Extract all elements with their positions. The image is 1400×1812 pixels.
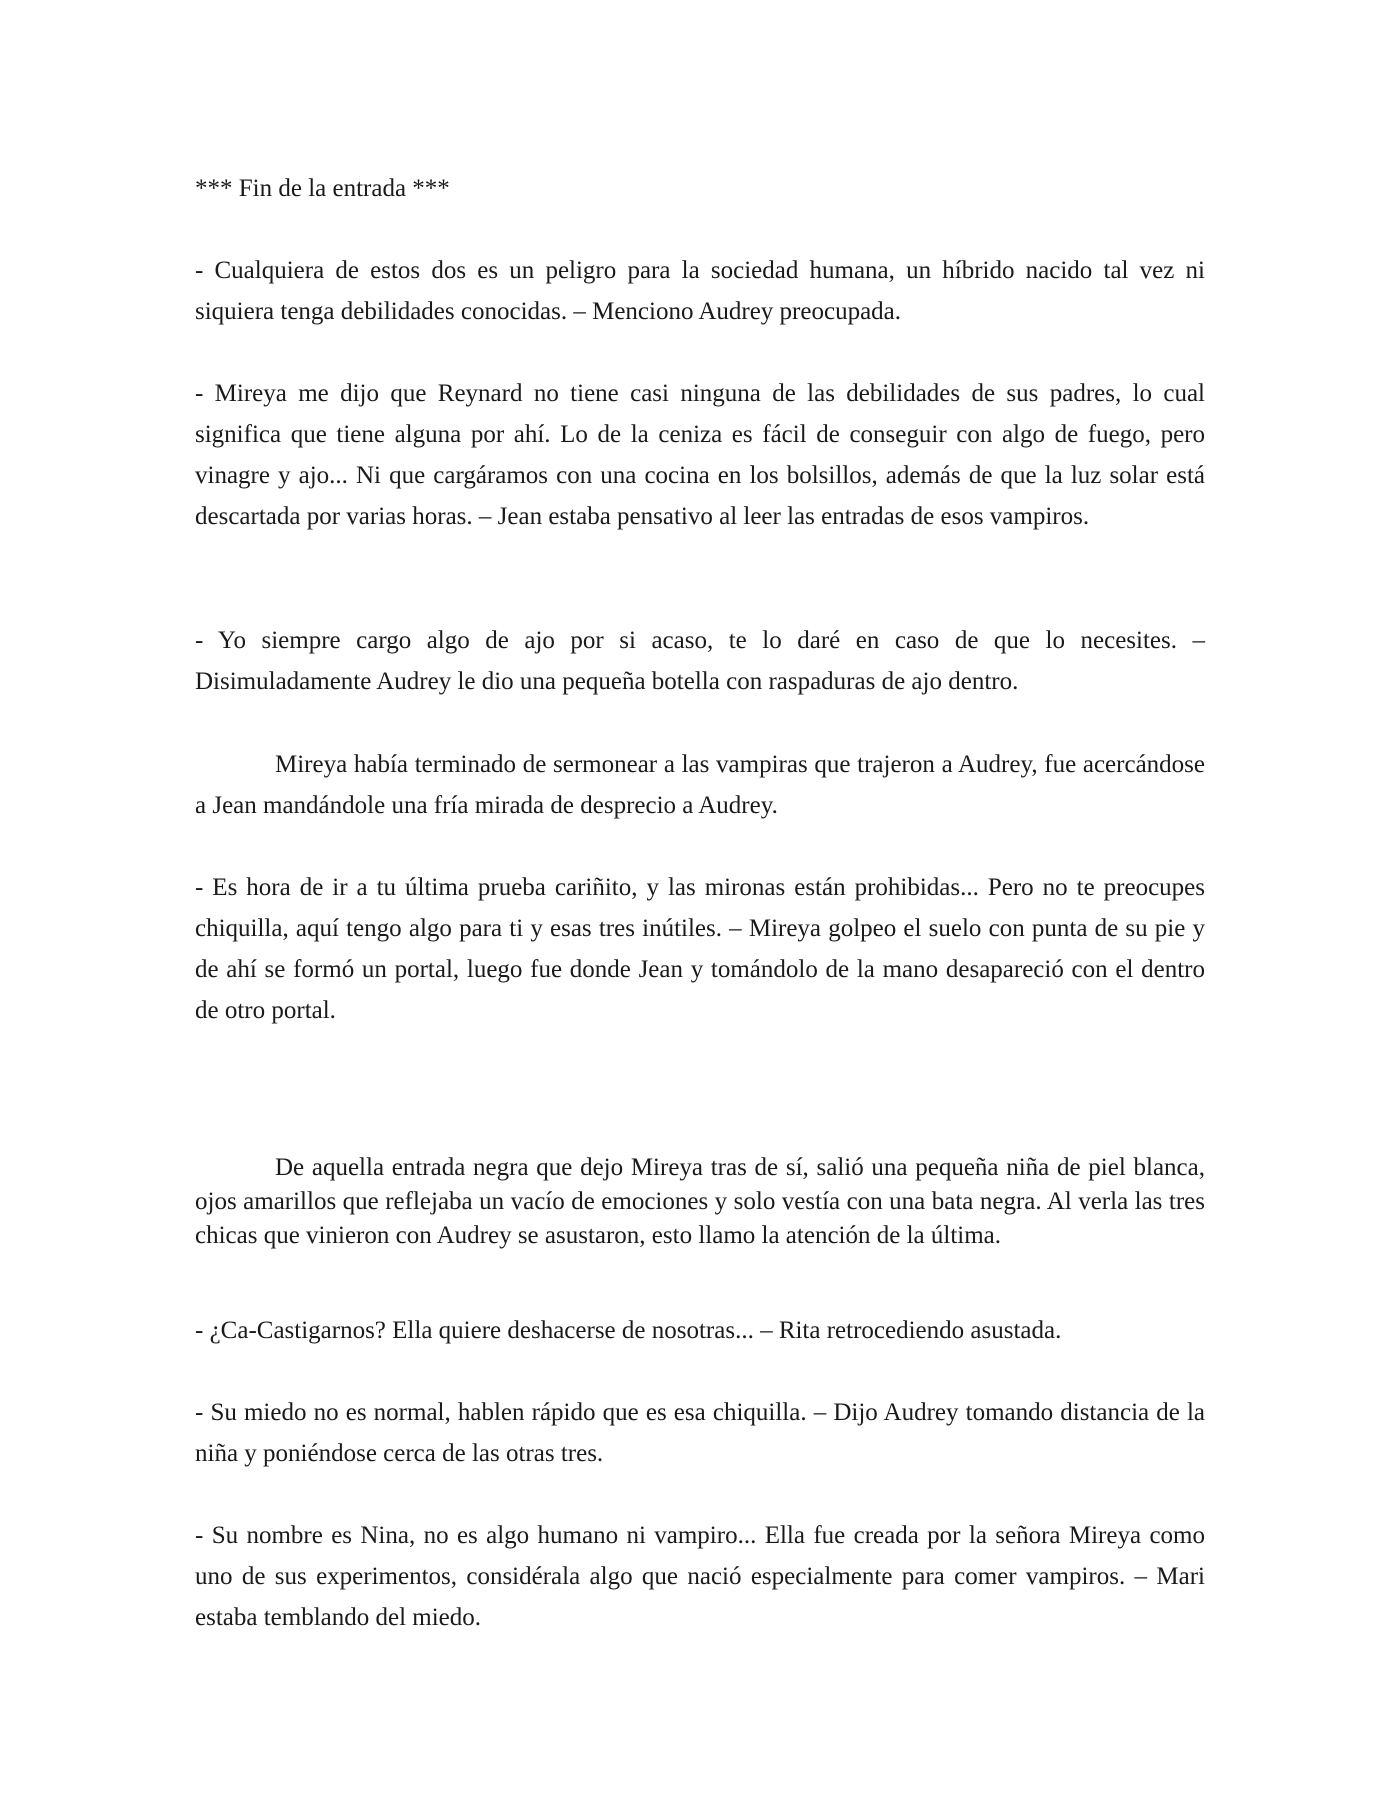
text-block-9 (195, 1515, 1205, 1638)
text-block-8 (195, 1392, 1205, 1474)
paragraph-8: - Su miedo no es normal, hablen rápido que es esa chiquilla. – Dijo Audrey tomando distancia de la niña y poniéndose cerca de las otras tres. (195, 1399, 1205, 1467)
text-block-6 (195, 1151, 1205, 1253)
text-block-7 (195, 1310, 1205, 1351)
text-block-heading (195, 168, 1205, 209)
text-block-4 (195, 744, 1205, 826)
paragraph-9: - Su nombre es Nina, no es algo humano ni vampiro... Ella fue creada por la señora Mireya como uno de sus experimentos, considérala algo que nació especialmente para comer vampiros. – Mari estaba temblando del miedo. (195, 1522, 1205, 1631)
paragraph-1: - Cualquiera de estos dos es un peligro para la sociedad humana, un híbrido nacido tal vez ni siquiera tenga debilidades conocidas. – Menciono Audrey preocupada. (195, 257, 1205, 325)
text-block-2 (195, 373, 1205, 537)
paragraph-3: - Yo siempre cargo algo de ajo por si acaso, te lo daré en caso de que lo necesites. – Disimuladamente Audrey le dio una pequeña botella con raspaduras de ajo dentro. (195, 627, 1205, 695)
text-block-5 (195, 867, 1205, 1031)
paragraph-7: - ¿Ca-Castigarnos? Ella quiere deshacerse de nosotras... – Rita retrocediendo asustada. (195, 1317, 1062, 1344)
paragraph-5: - Es hora de ir a tu última prueba cariñito, y las mironas están prohibidas... Pero no te preocupes chiquilla, aquí tengo algo para ti y esas tres inútiles. – Mireya golpeo el suelo con punta de su pie y de ahí se formó un portal, luego fue donde Jean y tomándolo de la mano desapareció con el dentro de otro portal. (195, 874, 1205, 1024)
paragraph-6: De aquella entrada negra que dejo Mireya tras de sí, salió una pequeña niña de piel blanca, ojos amarillos que reflejaba un vacío de emociones y solo vestía con una bata negra. Al verla las tres chicas que vinieron con Audrey se asustaron, esto llamo la atención de la última. (195, 1154, 1205, 1249)
paragraph-4: Mireya había terminado de sermonear a las vampiras que trajeron a Audrey, fue acercándose a Jean mandándole una fría mirada de desprecio a Audrey. (195, 751, 1205, 819)
entry-end-heading: *** Fin de la entrada *** (195, 175, 450, 202)
text-block-3 (195, 620, 1205, 702)
paragraph-2: - Mireya me dijo que Reynard no tiene casi ninguna de las debilidades de sus padres, lo cual significa que tiene alguna por ahí. Lo de la ceniza es fácil de conseguir con algo de fuego, pero vinagre y ajo... Ni que cargáramos con una cocina en los bolsillos, además de que la luz solar está descartada por varias horas. – Jean estaba pensativo al leer las entradas de esos vampiros. (195, 380, 1205, 530)
text-block-1 (195, 250, 1205, 332)
